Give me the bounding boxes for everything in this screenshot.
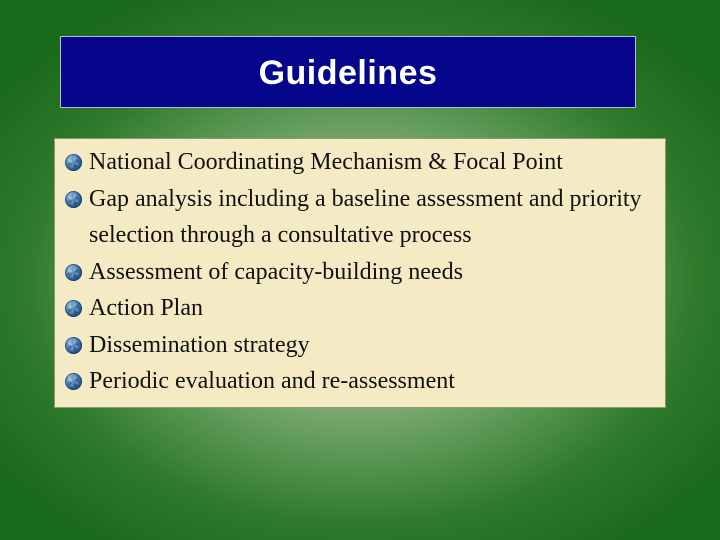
title-banner bbox=[60, 36, 636, 108]
list-item bbox=[55, 327, 665, 364]
bullet-text: Periodic evaluation and re-assessment bbox=[89, 368, 455, 394]
globe-bullet-icon bbox=[65, 300, 82, 317]
list-item bbox=[55, 181, 665, 254]
globe-bullet-icon bbox=[65, 337, 82, 354]
slide-title: Guidelines bbox=[258, 53, 438, 92]
globe-bullet-icon bbox=[65, 154, 82, 171]
bullet-text: National Coordinating Mechanism & Focal Point bbox=[89, 149, 563, 175]
list-item bbox=[55, 144, 665, 181]
content-panel bbox=[54, 138, 666, 408]
globe-bullet-icon bbox=[65, 373, 82, 390]
globe-bullet-icon bbox=[65, 191, 82, 208]
list-item bbox=[55, 290, 665, 327]
bullet-list bbox=[55, 139, 665, 400]
bullet-text: Gap analysis including a baseline assessment and priority selection through a consultative process bbox=[89, 185, 642, 248]
list-item bbox=[55, 363, 665, 400]
globe-bullet-icon bbox=[65, 264, 82, 281]
list-item bbox=[55, 254, 665, 291]
bullet-text: Dissemination strategy bbox=[89, 331, 310, 358]
bullet-text: Action Plan bbox=[89, 295, 203, 321]
bullet-text: Assessment of capacity-building needs bbox=[89, 258, 463, 285]
